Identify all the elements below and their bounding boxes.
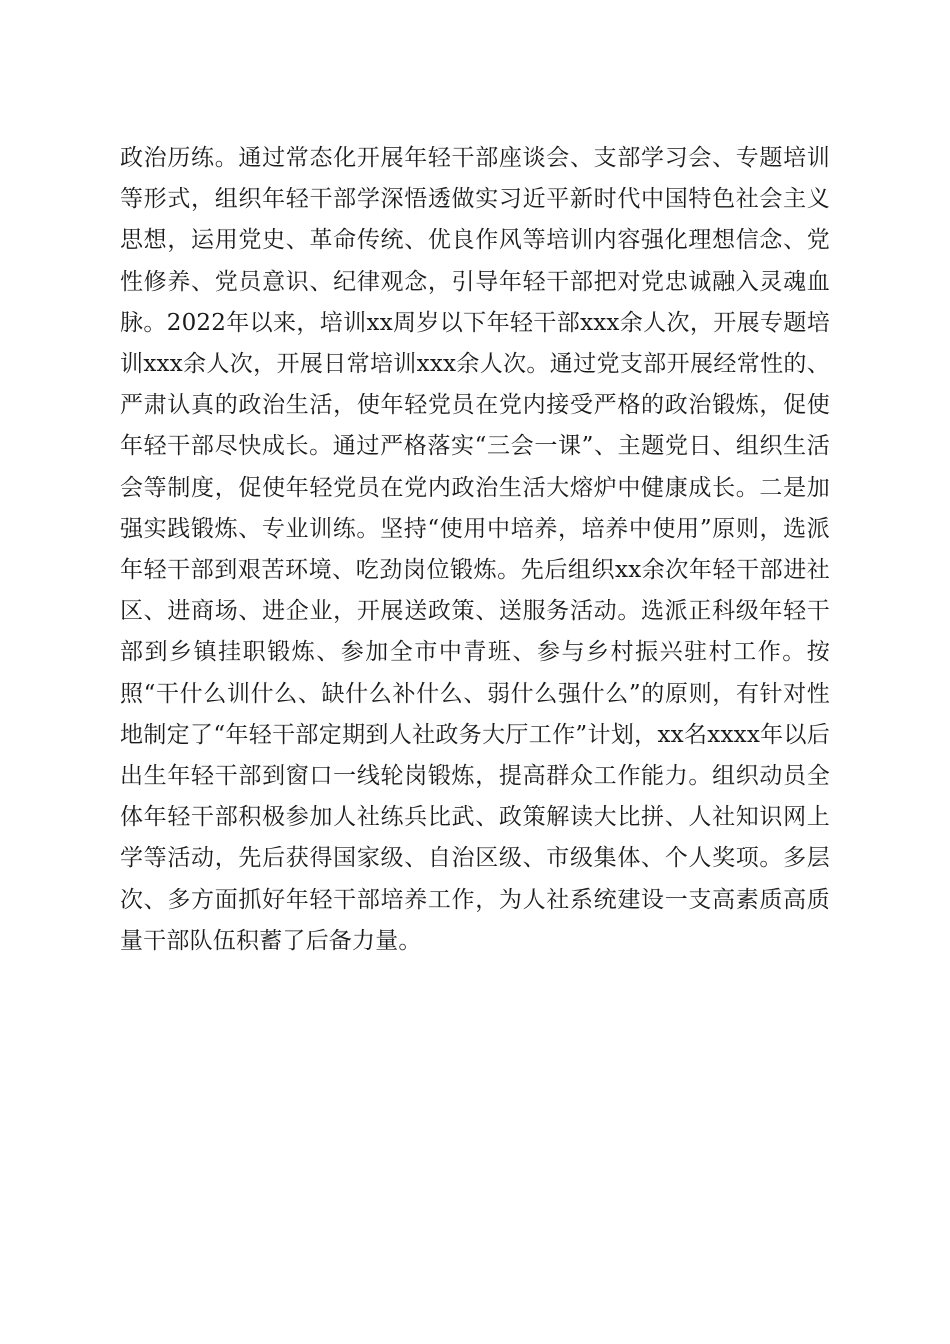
body-paragraph: 政治历练。通过常态化开展年轻干部座谈会、支部学习会、专题培训等形式，组织年轻干部学深悟透做实习近平新时代中国特色社会主义思想，运用党史、革命传统、优良作风等培训内容强化理想信念、党性修养、党员意识、纪律观念，引导年轻干部把对党忠诚融入灵魂血脉。2022年以来，培训xx周岁以下年轻干部xxx余人次，开展专题培训xxx余人次，开展日常培训xxx余人次。通过党支部开展经常性的、严肃认真的政治生活，使年轻党员在党内接受严格的政治锻炼，促使年轻干部尽快成长。通过严格落实“三会一课”、主题党日、组织生活会等制度，促使年轻党员在党内政治生活大熔炉中健康成长。二是加强实践锻炼、专业训练。坚持“使用中培养，培养中使用”原则，选派年轻干部到艰苦环境、吃劲岗位锻炼。先后组织xx余次年轻干部进社区、进商场、进企业，开展送政策、送服务活动。选派正科级年轻干部到乡镇挂职锻炼、参加全市中青班、参与乡村振兴驻村工作。按照“干什么训什么、缺什么补什么、弱什么强什么”的原则，有针对性地制定了“年轻干部定期到人社政务大厅工作”计划，xx名xxxx年以后出生年轻干部到窗口一线轮岗锻炼，提高群众工作能力。组织动员全体年轻干部积极参加人社练兵比武、政策解读大比拼、人社知识网上学等活动，先后获得国家级、自治区级、市级集体、个人奖项。多层次、多方面抓好年轻干部培养工作，为人社系统建设一支高素质高质量干部队伍积蓄了后备力量。 (120, 145, 830, 954)
